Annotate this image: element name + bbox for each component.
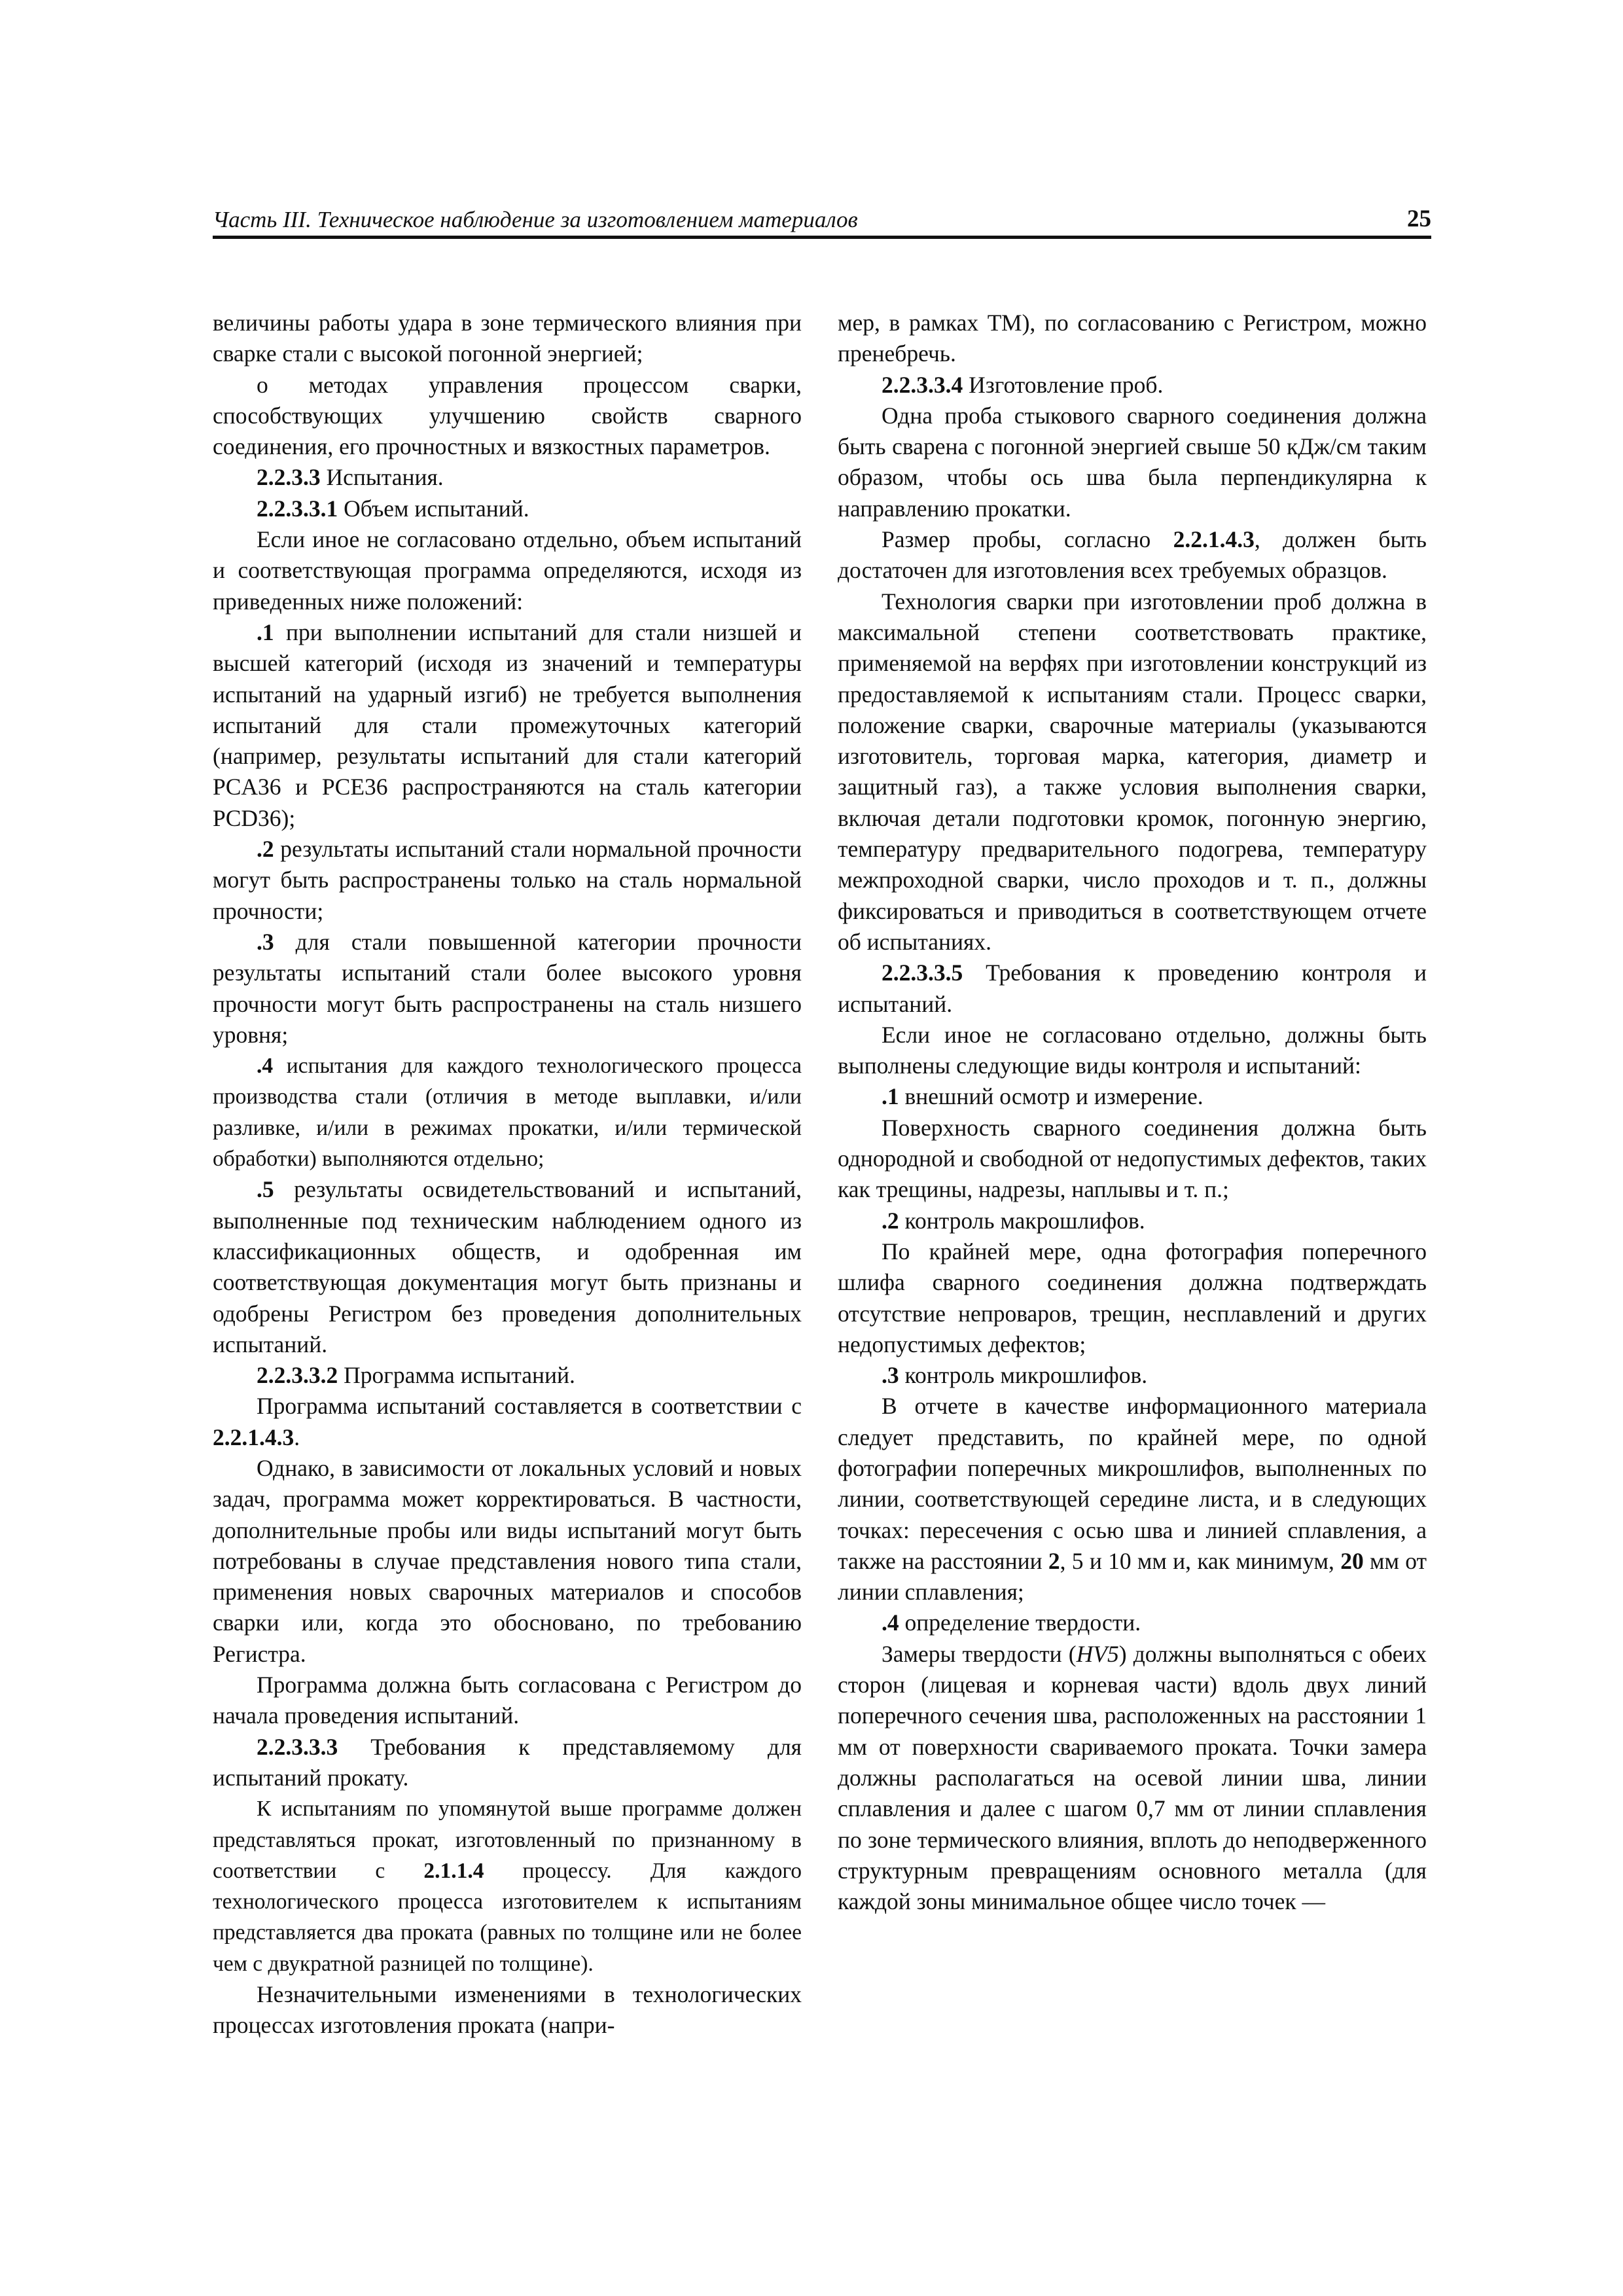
right-column bbox=[838, 308, 1427, 1917]
running-title: Часть III. Техническое наблюдение за изготовлением материалов bbox=[213, 207, 858, 232]
paragraph: Программа должна быть согласована с Регистром до начала проведения испытаний. bbox=[213, 1672, 802, 1729]
paragraph: Программа испытаний составляется в соответствии с 2.2.1.4.3. bbox=[213, 1393, 802, 1450]
section-heading: 2.2.3.3 Испытания. bbox=[257, 464, 444, 491]
section-heading: 2.2.3.3.5 Требования к проведению контроля и испытаний. bbox=[838, 960, 1427, 1017]
list-item: .2 результаты испытаний стали нормальной прочности могут быть распространены только на сталь нормальной прочности; bbox=[213, 836, 802, 924]
paragraph: величины работы удара в зоне термического влияния при сварке стали с высокой погонной энергией; bbox=[213, 310, 802, 367]
paragraph: Замеры твердости (HV5) должны выполняться с обеих сторон (лицевая и корневая части) вдоль двух линий поперечного сечения шва, расположенных на расстоянии 1 мм от поверхности свариваемого проката. Точки замера должны располагаться на осевой линии шва, линии сплавления и далее с шагом 0,7 мм от линии сплавления по зоне термического влияния, вплоть до неподверженного структурным превращениям основного металла (для каждой зоны минимальное общее число точек — bbox=[838, 1640, 1427, 1915]
paragraph: о методах управления процессом сварки, способствующих улучшению свойств сварного соединения, его прочностных и вязкостных параметров. bbox=[213, 371, 802, 460]
section-heading: 2.2.3.3.1 Объем испытаний. bbox=[257, 495, 529, 522]
list-item: .3 для стали повышенной категории прочности результаты испытаний стали более высокого уровня прочности могут быть распространены на сталь низшего уровня; bbox=[213, 928, 802, 1048]
paragraph: Размер пробы, согласно 2.2.1.4.3, должен быть достаточен для изготовления всех требуемых образцов. bbox=[838, 526, 1427, 584]
paragraph: Технология сварки при изготовлении проб должна в максимальной степени соответствовать практике, применяемой на верфях при изготовлении конструкций из предоставляемой к испытаниям стали. Процесс сварки, положение сварки, сварочные материалы (указываются изготовитель, торговая марка, категория, диаметр и защитный газ), а также условия выполнения сварки, включая детали подготовки кромок, погонную энергию, температуру предварительного подогрева, температуру межпроходной сварки, число проходов и т. п., должны фиксироваться и приводиться в соответствующем отчете об испытаниях. bbox=[838, 588, 1427, 955]
list-item: .3 контроль микрошлифов. bbox=[882, 1362, 1148, 1389]
page-number: 25 bbox=[1407, 206, 1431, 232]
paragraph: Одна проба стыкового сварного соединения должна быть сварена с погонной энергией свыше 50 кДж/см таким образом, чтобы ось шва была перпендикулярна к направлению прокатки. bbox=[838, 402, 1427, 522]
list-item: .1 при выполнении испытаний для стали низшей и высшей категорий (исходя из значений и температуры испытаний на ударный изгиб) не требуется выполнения испытаний для стали промежуточных категорий (например, результаты испытаний для стали категорий PCA36 и PCE36 распространяются на сталь категории PCD36); bbox=[213, 619, 802, 831]
paragraph: Незначительными изменениями в технологических процессах изготовления проката (напри- bbox=[213, 1981, 802, 2039]
section-heading: 2.2.3.3.2 Программа испытаний. bbox=[257, 1362, 575, 1389]
list-item: .4 определение твердости. bbox=[882, 1609, 1141, 1636]
page-header bbox=[213, 202, 1431, 239]
left-column bbox=[213, 308, 802, 2041]
list-item: .1 внешний осмотр и измерение. bbox=[882, 1083, 1204, 1110]
paragraph: Поверхность сварного соединения должна быть однородной и свободной от недопустимых дефектов, таких как трещины, надрезы, наплывы и т. п.; bbox=[838, 1114, 1427, 1203]
section-heading: 2.2.3.3.4 Изготовление проб. bbox=[882, 371, 1164, 398]
paragraph: По крайней мере, одна фотография поперечного шлифа сварного соединения должна подтверждать отсутствие непроваров, трещин, несплавлений и других недопустимых дефектов; bbox=[838, 1238, 1427, 1357]
paragraph: Однако, в зависимости от локальных условий и новых задач, программа может корректироваться. В частности, дополнительные пробы или виды испытаний могут быть потребованы в случае представления нового типа стали, применения новых сварочных материалов и способов сварки или, когда это обосновано, по требованию Регистра. bbox=[213, 1454, 802, 1667]
paragraph: В отчете в качестве информационного материала следует представить, по крайней мере, по одной фотографии поперечных микрошлифов, выполненных по линии, соответствующей середине листа, и в следующих точках: пересечения с осью шва и линией сплавления, а также на расстоянии 2, 5 и 10 мм и, как минимум, 20 мм от линии сплавления; bbox=[838, 1393, 1427, 1605]
paragraph: Если иное не согласовано отдельно, объем испытаний и соответствующая программа определяются, исходя из приведенных ниже положений: bbox=[213, 526, 802, 615]
paragraph: мер, в рамках ТМ), по согласованию с Регистром, можно пренебречь. bbox=[838, 310, 1427, 367]
list-item: .5 результаты освидетельствований и испытаний, выполненные под техническим наблюдением одного из классификационных обществ, и одобренная им соответствующая документация могут быть признаны и одобрены Регистром без проведения дополнительных испытаний. bbox=[213, 1176, 802, 1357]
paragraph: К испытаниям по упомянутой выше программе должен представляться прокат, изготовленный по признанному в соответствии с 2.1.1.4 процессу. Для каждого технологического процесса изготовителем к испытаниям представляется два проката (равных по толщине или не более чем с двукратной разницей по толщине). bbox=[213, 1797, 802, 1976]
section-heading: 2.2.3.3.3 Требования к представляемому для испытаний прокату. bbox=[213, 1733, 802, 1791]
paragraph: Если иное не согласовано отдельно, должны быть выполнены следующие виды контроля и испытаний: bbox=[838, 1021, 1427, 1079]
list-item: .2 контроль макрошлифов. bbox=[882, 1207, 1145, 1234]
list-item: .4 испытания для каждого технологического процесса производства стали (отличия в методе выплавки, и/или разливке, и/или в режимах прокатки, и/или термической обработки) выполняются отдельно; bbox=[213, 1054, 802, 1172]
